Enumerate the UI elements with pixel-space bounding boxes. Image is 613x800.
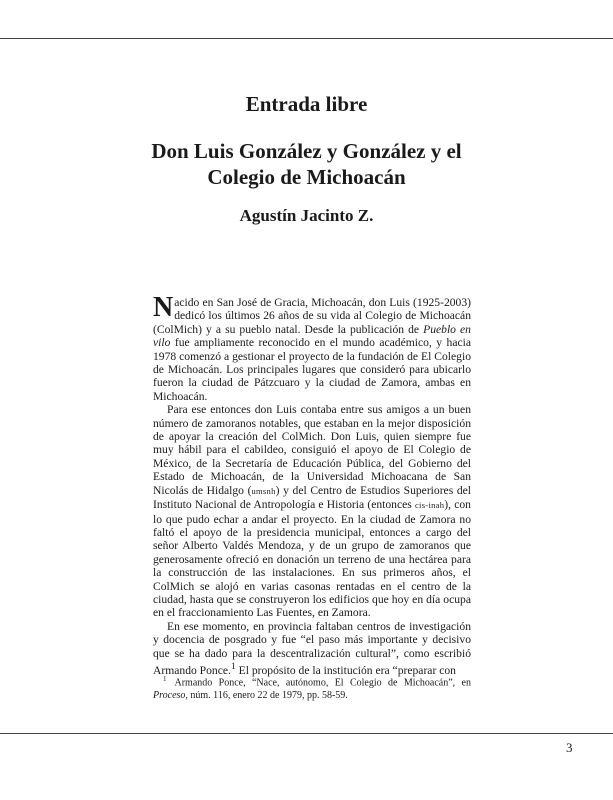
footnote-reference: 1 [230,660,236,672]
paragraph-2-text-a: Para ese entonces don Luis contaba entre sus amigos a un buen número de zamoranos notables, que estaban en la mejor disposición de apoyar la creación del ColMich. Don Luis, quien siempre fue muy hábil para el cabildeo, consiguió el apoyo de El Colegio de México, de la Secretaría de Educación Pública, del Gobierno del Estado de Michoacán, de la Universidad Michoacana de San Nicolás de Hidalgo ( [153,403,471,497]
footnote-journal-italic: Proceso [153,690,186,702]
footnote [153,673,471,702]
drop-cap: N [153,292,174,323]
top-rule [0,38,613,39]
footnote-text-a: Armando Ponce, “Nace, autónomo, El Colegio de Michoacán”, en [174,677,471,689]
article-title [0,138,613,190]
paragraph-3-text-b: El propósito de la institución era “preparar con [235,663,456,677]
acronym-cis-inah: cis-inah [414,500,445,511]
page-number: 3 [566,740,573,755]
paragraph-1-text-a: acido en San José de Gracia, Michoacán, don Luis (1925-2003) dedicó los últimos 26 años de su vida al Colegio de Michoacán (ColMich) y a su pueblo natal. Desde la publicación de [153,296,471,336]
footnote-mark: 1 [163,675,167,683]
paragraph-3-text-a: En ese momento, en provincia faltaban centros de investigación y docencia de posgrado y fue “el paso más importante y decisivo que se ha dado para la descentralización cultural”, como escribió Armando Ponce. [153,619,471,677]
paragraph-2-text-c: ), con lo que pudo echar a andar el proyecto. En la ciudad de Zamora no faltó el apoyo de la presidencia municipal, entonces a cargo del señor Alberto Valdés Mendoza, y de un grupo de zamoranos que generosamente ofreció en donación un terreno de una hectárea para la construcción de las instalaciones. En sus primeros años, el ColMich se alojó en varias casonas rentadas en el centro de la ciudad, hasta que se construyeron los edificios que hoy en día ocupa en el fraccionamiento Las Fuentes, en Zamora. [153,498,471,620]
book-title-italic: Pueblo en vilo [153,322,471,350]
paragraph-3 [153,620,471,677]
paragraph-2 [153,403,471,620]
paragraph-1 [153,292,471,403]
section-title: Entrada libre [245,92,368,116]
footnote-text-b: , núm. 116, enero 22 de 1979, pp. 58-59. [185,690,348,702]
author-name: Agustín Jacinto Z. [239,206,374,225]
article-title-line-1: Don Luis González y González y el [151,139,462,163]
bottom-rule [0,733,613,734]
article-body [153,292,472,677]
paragraph-1-text-b: fue ampliamente reconocido en el mundo académico, y hacia 1978 comenzó a gestionar el proyecto de la fundación de El Colegio de Michoacán. Los principales lugares que consideró para ubicarlo fueron la ciudad de Pátzcuaro y la ciudad de Zamora, ambas en Michoacán. [153,336,471,403]
paragraph-2-text-b: ) y del Centro de Estudios Superiores del Instituto Nacional de Antropología e Historia (entonces [153,483,472,512]
article-title-line-2: Colegio de Michoacán [207,165,406,189]
acronym-umsnh: umsnh [251,485,276,496]
